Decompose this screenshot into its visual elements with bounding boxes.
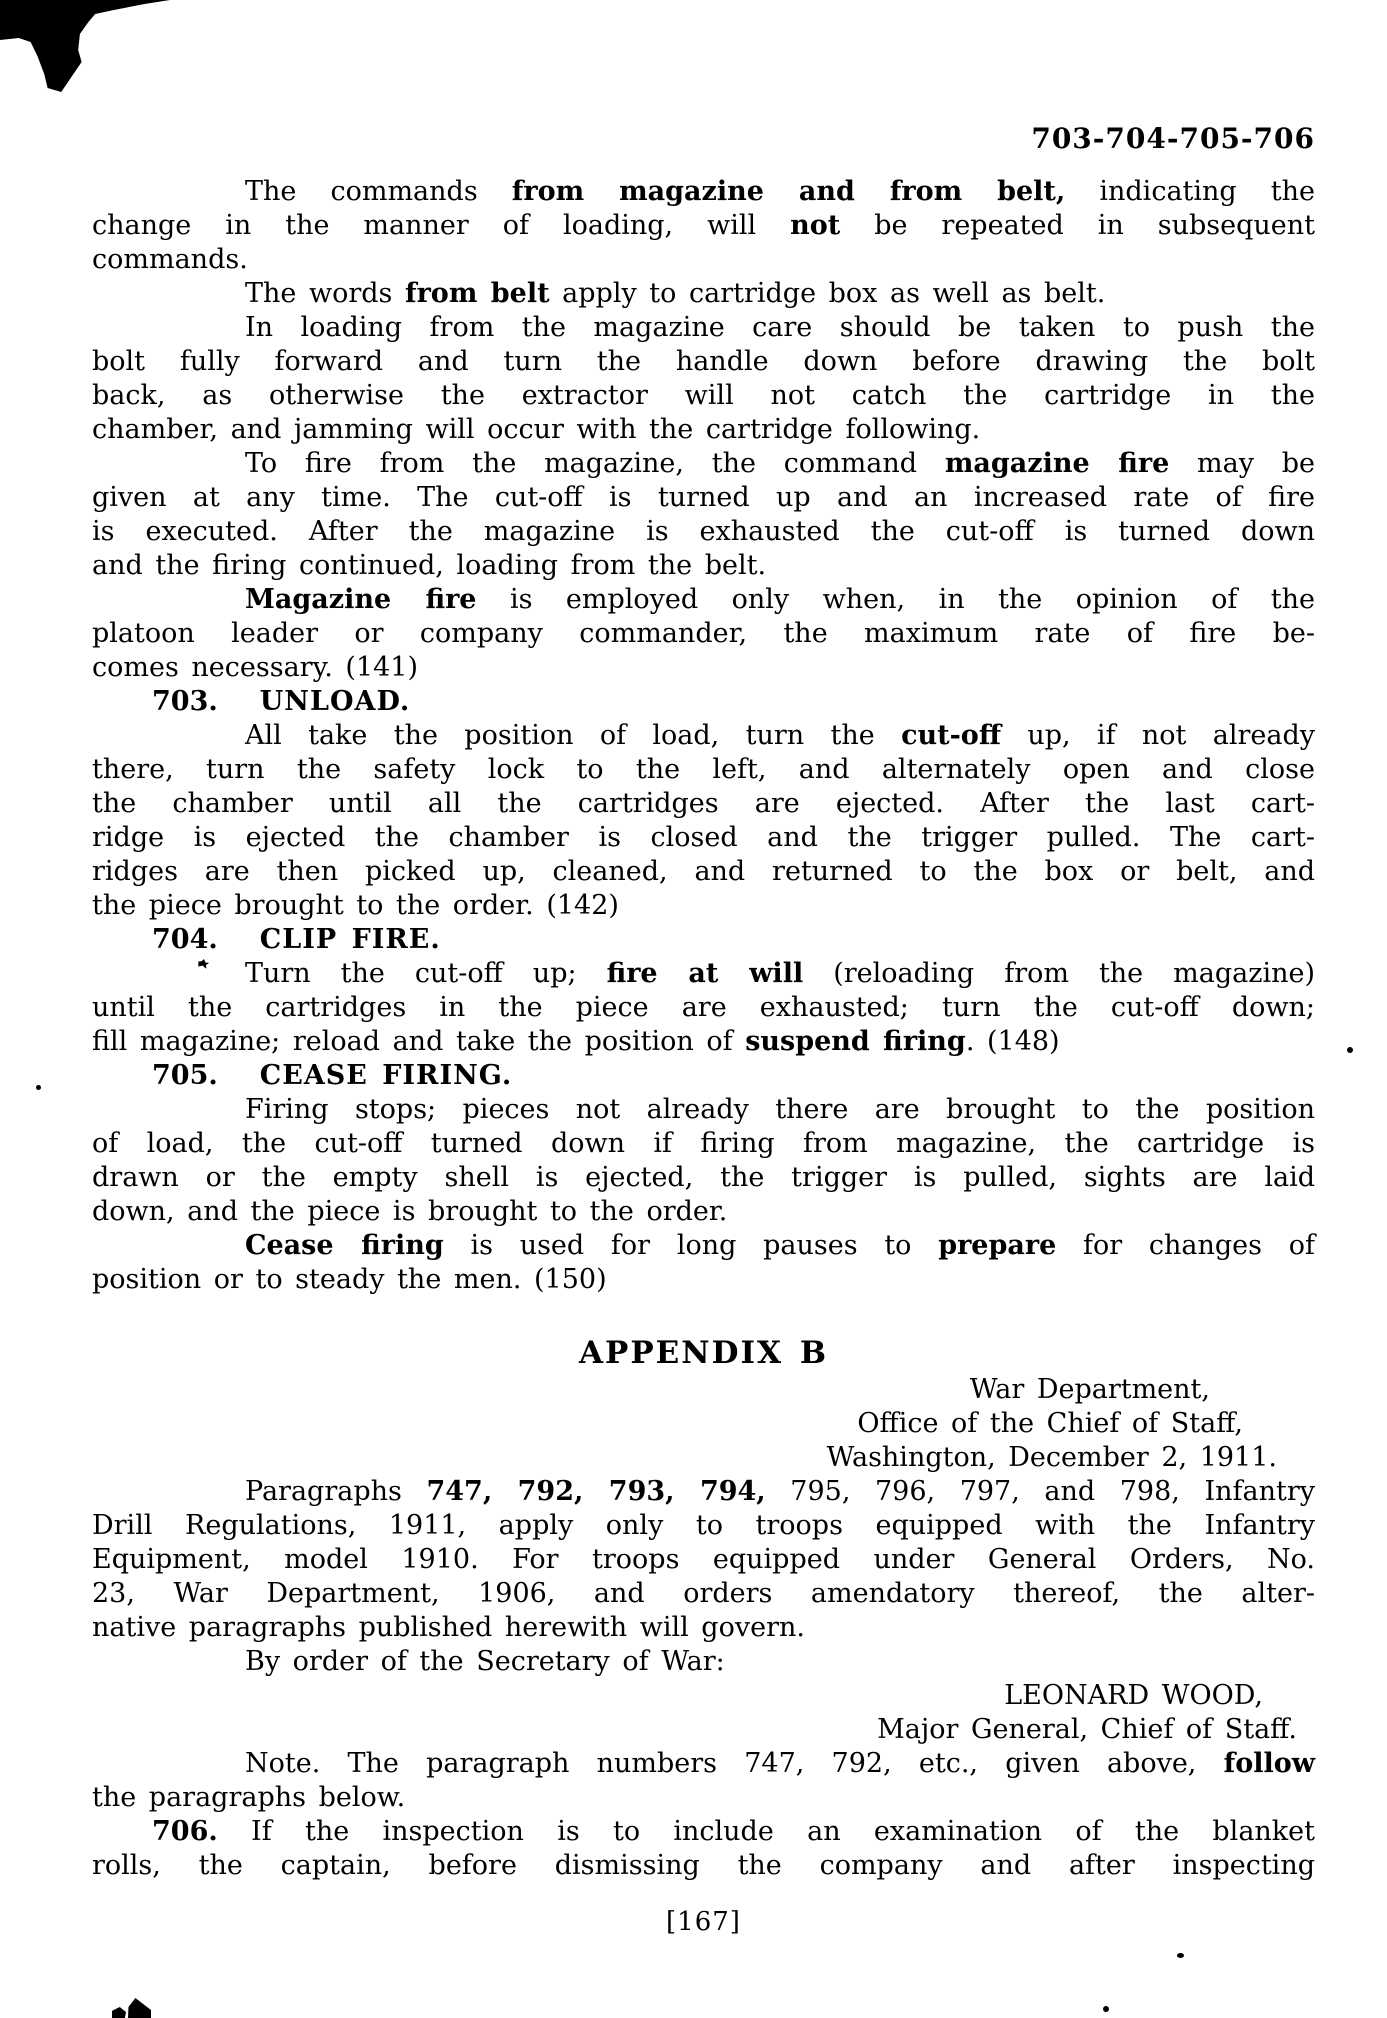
text-line [92, 1263, 1315, 1297]
text-line [92, 1645, 1315, 1679]
body-text: indicating the [1065, 176, 1316, 207]
letterhead-line [92, 1407, 1315, 1441]
text-line [92, 1195, 1315, 1229]
text-line [92, 175, 1315, 209]
bold-text: CEASE FIRING. [259, 1060, 513, 1091]
body-text: ridge is ejected the chamber is closed and the trigger pulled. The cart- [92, 822, 1315, 853]
bold-text: not [790, 210, 841, 241]
bold-text: APPENDIX B [578, 1335, 829, 1371]
text-line [92, 957, 1315, 991]
text-line [92, 1127, 1315, 1161]
body-text: All take the position of load, turn the [245, 720, 902, 751]
scan-artifact-top-left [0, 0, 170, 100]
body-text: rolls, the captain, before dismissing the company and after inspecting [92, 1850, 1315, 1881]
body-text: given at any time. The cut-off is turned up and an increased rate of fire [92, 482, 1315, 513]
body-text: and the firing continued, loading from the belt. [92, 550, 767, 581]
body-text: is used for long pauses to [443, 1230, 939, 1261]
text-line [92, 311, 1315, 345]
text-line [92, 855, 1315, 889]
text-line [92, 617, 1315, 651]
body-text: may be [1169, 448, 1315, 479]
text-line [92, 1543, 1315, 1577]
body-text: comes necessary. (141) [92, 652, 419, 683]
body-text: the piece brought to the order. (142) [92, 890, 619, 921]
body-text: LEONARD WOOD, [1004, 1680, 1263, 1711]
text-line [92, 1781, 1315, 1815]
body-text: bolt fully forward and turn the handle down before drawing the bolt [92, 346, 1315, 377]
bold-text: Magazine fire [245, 584, 477, 615]
body-text: [167] [666, 1907, 741, 1937]
body-text: 795, 796, 797, and 798, Infantry [765, 1476, 1315, 1507]
bold-text: from belt [404, 278, 550, 309]
text-line [92, 345, 1315, 379]
page-header-paragraph-numbers: 703-704-705-706 [1031, 122, 1315, 155]
text-line [92, 243, 1315, 277]
bold-text: 747, 792, 793, 794, [426, 1476, 766, 1507]
text-line [92, 821, 1315, 855]
scan-speck [1177, 1953, 1184, 1958]
document-text-block [92, 175, 1315, 1939]
letterhead-line [92, 1373, 1315, 1407]
body-text: Washington, December 2, 1911. [826, 1442, 1277, 1473]
section-paragraph-706 [92, 1815, 1315, 1849]
text-line [92, 515, 1315, 549]
text-line [92, 447, 1315, 481]
body-text: of load, the cut-off turned down if firing from magazine, the cartridge is [92, 1128, 1315, 1159]
text-line [92, 1747, 1315, 1781]
body-text: In loading from the magazine care should be taken to push the [245, 312, 1315, 343]
bold-text: 704. [152, 924, 218, 955]
bold-text: prepare [938, 1230, 1057, 1261]
body-text: back, as otherwise the extractor will not catch the cartridge in the [92, 380, 1315, 411]
body-text: The commands [245, 176, 512, 207]
body-text: Drill Regulations, 1911, apply only to troops equipped with the Infantry [92, 1510, 1315, 1541]
text-line [92, 991, 1315, 1025]
page-number [92, 1905, 1315, 1939]
scan-speck [36, 1085, 41, 1090]
bold-text: suspend firing [745, 1026, 966, 1057]
body-text: Major General, Chief of Staff. [877, 1714, 1297, 1745]
body-text: Office of the Chief of Staff, [857, 1408, 1243, 1439]
section-heading-703 [92, 685, 1315, 719]
body-text: down, and the piece is brought to the order. [92, 1196, 728, 1227]
body-text: fill magazine; reload and take the position of [92, 1026, 746, 1057]
text-line [92, 1849, 1315, 1883]
body-text: up, if not already [1000, 720, 1315, 751]
text-line [92, 719, 1315, 753]
body-text: Note. The paragraph numbers 747, 792, etc., given above, [245, 1748, 1224, 1779]
scan-speck [1347, 1047, 1353, 1053]
bold-text: 705. [152, 1060, 218, 1091]
body-text: To fire from the magazine, the command [245, 448, 945, 479]
body-text: platoon leader or company commander, the maximum rate of fire be- [92, 618, 1315, 649]
body-text: Firing stops; pieces not already there are brought to the position [245, 1094, 1315, 1125]
text-line [92, 379, 1315, 413]
body-text: the chamber until all the cartridges are ejected. After the last cart- [92, 788, 1315, 819]
text-line [92, 1611, 1315, 1645]
body-text: the paragraphs below. [92, 1782, 406, 1813]
body-text: commands. [92, 244, 248, 275]
bold-text: magazine fire [944, 448, 1170, 479]
body-text: apply to cartridge box as well as belt. [549, 278, 1106, 309]
body-text: War Department, [969, 1374, 1210, 1405]
body-text: drawn or the empty shell is ejected, the trigger is pulled, sights are laid [92, 1162, 1315, 1193]
body-text: chamber, and jamming will occur with the cartridge following. [92, 414, 981, 445]
text-line [92, 651, 1315, 685]
bold-text: from magazine and from belt, [511, 176, 1066, 207]
body-text: there, turn the safety lock to the left, and alternately open and close [92, 754, 1315, 785]
scan-speck [1103, 2006, 1109, 2012]
text-line [92, 787, 1315, 821]
body-text: native paragraphs published herewith will govern. [92, 1612, 805, 1643]
body-text: If the inspection is to include an examination of the blanket [217, 1816, 1315, 1847]
body-text: be repeated in subsequent [840, 210, 1315, 241]
text-line [92, 1475, 1315, 1509]
text-line [92, 481, 1315, 515]
body-text: until the cartridges in the piece are exhausted; turn the cut-off down; [92, 992, 1315, 1023]
section-heading-705 [92, 1059, 1315, 1093]
body-text: 23, War Department, 1906, and orders amendatory thereof, the alter- [92, 1578, 1315, 1609]
body-text: ridges are then picked up, cleaned, and returned to the box or belt, and [92, 856, 1315, 887]
body-text: Paragraphs [245, 1476, 427, 1507]
bold-text: cut-off [901, 720, 1001, 751]
bold-text: 703. [152, 686, 218, 717]
body-text: is executed. After the magazine is exhausted the cut-off is turned down [92, 516, 1315, 547]
body-text: for changes of [1056, 1230, 1315, 1261]
body-text: The words [245, 278, 405, 309]
text-line [92, 583, 1315, 617]
body-text: is employed only when, in the opinion of the [476, 584, 1315, 615]
text-line [92, 1093, 1315, 1127]
text-line [92, 413, 1315, 447]
text-line [92, 889, 1315, 923]
body-text: Turn the cut-off up; [245, 958, 607, 989]
bold-text: Cease firing [245, 1230, 444, 1261]
bold-text: CLIP FIRE. [259, 924, 441, 955]
text-line [92, 1577, 1315, 1611]
scan-artifact-bottom-left [112, 2007, 126, 2018]
text-line [92, 1229, 1315, 1263]
appendix-title [92, 1333, 1315, 1373]
bold-text: 706. [152, 1816, 218, 1847]
text-line [92, 753, 1315, 787]
body-text: change in the manner of loading, will [92, 210, 791, 241]
scan-artifact-bottom-left [128, 1998, 151, 2018]
text-line [92, 1025, 1315, 1059]
body-text: Equipment, model 1910. For troops equipped under General Orders, No. [92, 1544, 1315, 1575]
body-text: position or to steady the men. (150) [92, 1264, 607, 1295]
bold-text: UNLOAD. [259, 686, 411, 717]
text-line [92, 1161, 1315, 1195]
body-text: (reloading from the magazine) [803, 958, 1315, 989]
body-text: . (148) [965, 1026, 1060, 1057]
text-line [92, 277, 1315, 311]
section-heading-704 [92, 923, 1315, 957]
letterhead-line [92, 1441, 1315, 1475]
text-line [92, 209, 1315, 243]
bold-text: follow [1223, 1748, 1315, 1779]
signature-title [92, 1713, 1315, 1747]
body-text: By order of the Secretary of War: [245, 1646, 725, 1677]
text-line [92, 1509, 1315, 1543]
signature-name [92, 1679, 1315, 1713]
text-line [92, 549, 1315, 583]
bold-text: fire at will [606, 958, 804, 989]
